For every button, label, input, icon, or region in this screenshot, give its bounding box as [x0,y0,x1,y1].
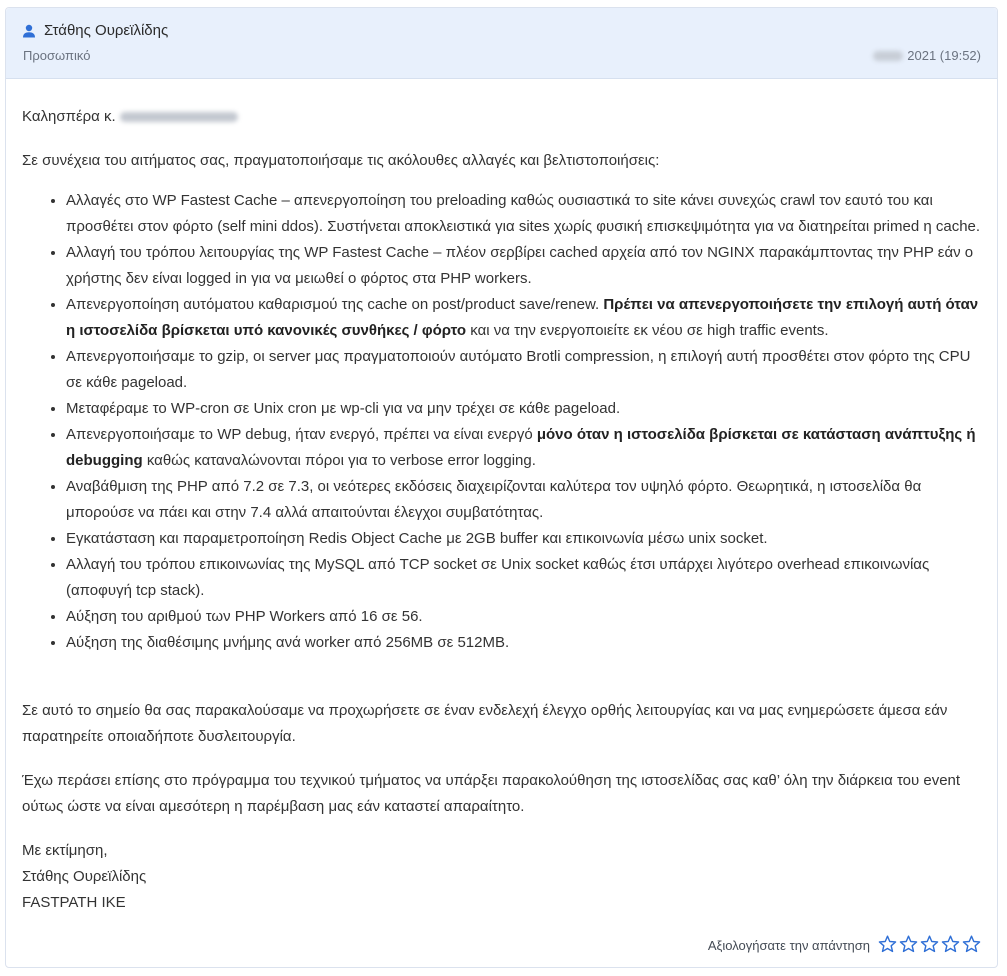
star-icon[interactable] [899,935,918,956]
list-item [66,396,983,422]
list-item-text: Απενεργοποιήσαμε το gzip, οι server μας πραγματοποιούν αυτόματο Brotli compression, η επιλογή αυτή προσθέτει στον φόρτο της CPU σε κάθε pageload. [66,348,971,391]
list-item-emphasis: μόνο όταν η ιστοσελίδα βρίσκεται σε κατάσταση ανάπτυξης ή debugging [66,426,976,469]
list-item-text-end: και να την ενεργοποιείτε εκ νέου σε high traffic events. [466,322,829,339]
list-item [66,630,983,656]
list-item-text: Αύξηση του αριθμού των PHP Workers από 16 σε 56. [66,608,423,625]
list-item-text: Μεταφέραμε το WP-cron σε Unix cron με wp-cli για να μην τρέχει σε κάθε pageload. [66,400,621,417]
reply-date-text: 2021 (19:52) [907,48,981,63]
list-item [66,240,983,292]
paragraph-check: Σε αυτό το σημείο θα σας παρακαλούσαμε να προχωρήσετε σε έναν ενδελεχή έλεγχο ορθής λειτουργίας και να μας ενημερώσετε άμεσα εάν παρατηρείτε οποιαδήποτε δυσλειτουργία. [22,702,948,745]
star-icon[interactable] [920,935,939,956]
list-item-text: Αναβάθμιση της PHP από 7.2 σε 7.3, οι νεότερες εκδόσεις διαχειρίζονται καλύτερα τον υψηλό φόρτο. Θεωρητικά, η ιστοσελίδα θα μπορούσε να πάει και στην 7.4 αλλά απαιτούνται έλεγχοι συμβατότητας. [66,478,922,521]
list-item-text: Εγκατάσταση και παραμετροποίηση Redis Object Cache με 2GB buffer και επικοινωνία μέσω unix socket. [66,530,768,547]
signature-company: FASTPATH IKE [22,894,126,911]
ticket-reply-card [5,7,998,968]
closing: Με εκτίμηση, [22,842,108,859]
list-item-text: Απενεργοποίηση αυτόματου καθαρισμού της cache on post/product save/renew. [66,296,604,313]
signature-name: Στάθης Ουρεϊλίδης [22,868,147,885]
list-item [66,292,983,344]
signature [22,838,146,916]
list-item-text: Απενεργοποιήσαμε το WP debug, ήταν ενεργό, πρέπει να είναι ενεργό [66,426,537,443]
list-item [66,474,983,526]
reply-header [6,8,997,79]
star-icon[interactable] [941,935,960,956]
author-name: Στάθης Ουρεϊλίδης [44,22,169,39]
list-item [66,526,983,552]
user-icon [22,24,36,38]
list-item-text: Αλλαγές στο WP Fastest Cache – απενεργοποίηση του preloading καθώς ουσιαστικά το site κάνει συνεχώς crawl τον εαυτό του και προσθέτει στον φόρτο (self mini ddos). Συστήνεται αποκλειστικά για sites χωρίς φυσική επισκεψιμότητα για να διατηρείται primed η cache. [66,192,981,235]
intro-paragraph: Σε συνέχεια του αιτήματος σας, πραγματοποιήσαμε τις ακόλουθες αλλαγές και βελτιστοποιήσεις: [22,152,660,169]
rating [708,935,981,956]
author [22,22,168,39]
greeting [22,104,238,130]
greeting-text: Καλησπέρα κ. [22,108,116,125]
list-item-text-end: καθώς καταναλώνονται πόροι για το verbose error logging. [142,452,536,469]
list-item [66,552,983,604]
reply-date [873,48,981,63]
redacted-date-part [873,51,903,61]
star-icon[interactable] [878,935,897,956]
list-item [66,422,983,474]
rating-label: Αξιολογήσατε την απάντηση [707,938,870,953]
list-item [66,188,983,240]
star-icon[interactable] [962,935,981,956]
redacted-name [120,112,238,122]
list-item-emphasis: Πρέπει να απενεργοποιήσετε την επιλογή αυτή όταν η ιστοσελίδα βρίσκεται υπό κανονικές συνθήκες / φόρτο [66,296,979,339]
list-item-text: Αλλαγή του τρόπου λειτουργίας της WP Fastest Cache – πλέον σερβίρει cached αρχεία από τον NGINX παρακάμπτοντας την PHP εάν ο χρήστης δεν είναι logged in για να μειωθεί ο φόρτος στα PHP workers. [66,244,974,287]
list-item [66,604,983,630]
list-item-text: Αλλαγή του τρόπου επικοινωνίας της MySQL από TCP socket σε Unix socket καθώς έτσι υπάρχει λιγότερο overhead επικοινωνίας (αποφυγή tcp stack). [66,556,930,599]
paragraph-monitoring: Έχω περάσει επίσης στο πρόγραμμα του τεχνικού τμήματος να υπάρξει παρακολούθηση της ιστοσελίδας σας καθ’ όλη την διάρκεια του event ούτως ώστε να είναι αμεσότερη η παρέμβαση μας εάν καταστεί απαραίτητο. [22,772,961,815]
changes-list [22,188,983,656]
list-item-text: Αύξηση της διαθέσιμης μνήμης ανά worker από 256MB σε 512MB. [66,634,510,651]
rating-stars [876,935,981,956]
department-label: Προσωπικό [23,48,91,63]
list-item [66,344,983,396]
